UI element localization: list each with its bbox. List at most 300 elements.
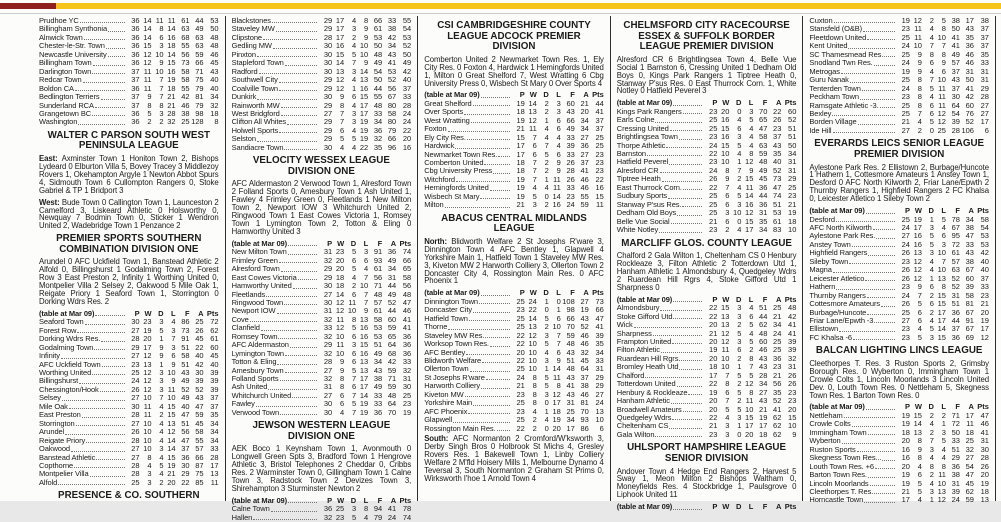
stat-against: 44 (387, 306, 397, 316)
stat-won: 7 (725, 370, 730, 380)
stat-lost: 10 (359, 49, 369, 59)
table-row (39, 344, 219, 352)
results-paragraph: AFC Aldermaston 2 Verwood Town 1, Alresford Town 2 Folland Sports 0, Amesbury Town 1 Ash United 1, Fawley 4 Frimley Green 0, Fleetlands 1 New Milton Town 2, Newport IOW 3 Whitchurch United 2, Ringwood Town 1 East Cowes Victoria 1, Romsey Town 1 Lymington Town 2, Totton & Eling 0 Hamworthy United 3 (231, 179, 412, 236)
stat-drawn: 6 (929, 282, 934, 292)
stat-won: 20 (143, 334, 152, 344)
stat-points: 29 (980, 83, 989, 93)
stat-drawn: 5 (929, 324, 934, 334)
stat-against: 76 (965, 108, 974, 118)
stat-lost: 16 (359, 331, 369, 341)
stat-won: 17 (335, 16, 345, 25)
stat-lost: 13 (167, 418, 176, 428)
stat-against: 30 (195, 368, 204, 378)
league-table (617, 503, 797, 511)
stat-won: 10 (721, 149, 730, 159)
stat-drawn: 4 (929, 453, 934, 463)
leader-dots (672, 342, 702, 344)
leader-dots (867, 313, 895, 315)
stat-played: 25 (901, 307, 910, 317)
stat-for: 86 (181, 317, 190, 327)
stat-drawn: 4 (929, 32, 934, 42)
stat-played: 26 (901, 248, 910, 258)
team-name: Ellistown (809, 324, 839, 334)
stat-for: 33 (566, 149, 575, 159)
stat-played: 18 (516, 107, 525, 117)
stat-played: 22 (709, 413, 718, 423)
team-name: Godalming Town (39, 342, 94, 352)
stat-won: 17 (913, 222, 922, 232)
stat-played: 25 (901, 108, 910, 118)
team-name: Bromley Heath Utd (616, 362, 679, 372)
leader-dots (679, 138, 703, 140)
stat-played: 17 (709, 370, 718, 380)
column-letter-l: L (363, 238, 369, 248)
stat-for: 48 (373, 289, 383, 299)
leader-dots (84, 38, 125, 40)
region-label: North: (424, 236, 452, 246)
stat-lost: 10 (552, 322, 561, 332)
team-name: Hallen (231, 512, 253, 522)
stat-against: 52 (195, 384, 204, 394)
stat-points: 10 (788, 225, 797, 235)
stat-drawn: 2 (929, 427, 934, 437)
table-date-label: (table at Mar 09) (809, 206, 865, 216)
team-name: Alresford CR (616, 165, 659, 175)
stat-points: 41 (402, 323, 412, 333)
leader-dots (74, 466, 124, 468)
stat-lost: 5 (941, 436, 946, 446)
stat-for: 51 (181, 359, 190, 369)
league-heading: EVERARDS LEICS SENIOR LEAGUE PREMIER DIVISION (814, 138, 985, 160)
stat-won: 10 (721, 157, 730, 167)
stat-for: 52 (181, 384, 190, 394)
stat-against: 59 (387, 365, 397, 375)
stat-against: 33 (965, 239, 974, 249)
stat-lost: 8 (364, 16, 369, 25)
stat-against: 38 (965, 222, 974, 232)
stat-played: 28 (131, 435, 140, 445)
stat-won: 15 (721, 123, 730, 133)
column-letter-w: W (529, 90, 537, 100)
stat-drawn: 6 (929, 108, 934, 118)
stat-played: 27 (131, 418, 140, 428)
team-name: Sileby Town (809, 256, 849, 266)
team-name: St Josephs R'ware (424, 372, 485, 382)
stat-drawn: 5 (737, 191, 742, 201)
stat-points: 29 (595, 372, 604, 382)
stat-drawn: 4 (737, 115, 742, 125)
stat-against: 59 (387, 382, 397, 392)
stat-drawn: 2 (929, 16, 934, 25)
stat-against: 67 (965, 324, 974, 334)
stat-drawn: 4 (929, 92, 934, 102)
stat-lost: 11 (167, 384, 176, 394)
stat-played: 32 (323, 374, 333, 384)
stat-played: 27 (131, 351, 140, 361)
leader-dots (279, 81, 317, 83)
team-name: Kings Park Rangers (616, 106, 682, 116)
stat-played: 20 (709, 320, 718, 330)
stat-for: 38 (951, 16, 960, 25)
leader-dots (466, 353, 510, 355)
stat-drawn: 6 (352, 357, 357, 367)
stat-won: 6 (725, 191, 730, 201)
team-name: Guru Nanak (809, 75, 849, 85)
team-name: Over Sports (424, 107, 464, 117)
leader-dots (867, 296, 895, 298)
stat-points: 49 (402, 58, 412, 68)
stat-for: 17 (759, 421, 768, 431)
stat-points: 41 (595, 322, 604, 332)
stat-lost: 9 (556, 158, 561, 168)
stat-played: 22 (516, 339, 525, 349)
stat-drawn: 9 (159, 351, 164, 361)
stat-played: 25 (516, 398, 525, 408)
table-header-row (617, 503, 797, 511)
stat-against: 42 (965, 92, 974, 102)
stat-for: 98 (566, 305, 575, 315)
leader-dots (86, 441, 124, 443)
stat-drawn: 5 (929, 239, 934, 249)
stat-for: 22 (181, 477, 190, 487)
stat-for: 28 (566, 166, 575, 176)
team-name: Tiptree Heath (616, 174, 661, 184)
stat-played: 23 (516, 389, 525, 399)
stat-won: 2 (532, 423, 537, 433)
stat-won: 4 (532, 183, 537, 193)
stat-drawn: 0 (544, 305, 549, 315)
stat-points: 53 (980, 239, 989, 249)
stat-drawn: 3 (737, 132, 742, 142)
leader-dots (280, 379, 318, 381)
stat-for: 43 (951, 75, 960, 85)
leader-dots (484, 163, 509, 165)
stat-drawn: 2 (544, 200, 549, 210)
stat-lost: 17 (359, 382, 369, 392)
stat-for: 43 (373, 365, 383, 375)
stat-played: 29 (323, 272, 333, 282)
stat-drawn: 4 (159, 418, 164, 428)
stat-won: 17 (335, 24, 345, 34)
stat-against: 34 (387, 264, 397, 274)
stat-played: 27 (901, 125, 910, 135)
stat-points: 78 (402, 504, 412, 514)
stat-played: 22 (709, 303, 718, 313)
stat-drawn: 4 (929, 265, 934, 275)
stat-against: 58 (965, 290, 974, 300)
column-letter-a: A (198, 308, 204, 318)
stat-drawn: 4 (159, 469, 164, 479)
stat-won: 20 (335, 255, 345, 265)
stat-won: 10 (143, 418, 152, 428)
team-name: Alnwick Town (39, 32, 83, 42)
stat-points: 16 (595, 183, 604, 193)
stat-won: 13 (143, 359, 152, 369)
stat-points: 24 (402, 108, 412, 118)
stat-won: 8 (532, 381, 537, 391)
stat-against: 49 (387, 289, 397, 299)
results-paragraph: Aylestone Park Res. 2 Ellistown 2, Burbage/Huncote 1 Hathern 1, Cottesmore Amateurs 1 Anstey Town 1, Desford 0 AFC North Kilworth 2, Friar Lane/Epwth 2 Thurnby Rangers 1, Highfield Rangers 2 FC Khalsa 0, Leicester Atletico 1 Sileby Town 2 (809, 162, 989, 204)
stat-against: 35 (773, 149, 782, 159)
leader-dots (469, 319, 510, 321)
stat-lost: 9 (556, 356, 561, 365)
leader-dots (285, 354, 317, 356)
leader-dots (79, 382, 124, 384)
stat-lost: 7 (556, 339, 561, 349)
stat-played: 29 (323, 340, 333, 350)
team-name: Desford (809, 214, 835, 224)
stat-drawn: 2 (159, 410, 164, 420)
stat-against: 39 (965, 282, 974, 292)
stat-played: 22 (709, 379, 718, 389)
team-name: Ruardean Hill Rgrs (616, 353, 679, 363)
stat-played: 20 (901, 436, 910, 446)
team-name: Hamworthy United (231, 281, 292, 291)
stat-won: 14 (913, 419, 922, 429)
stat-won: 13 (335, 66, 345, 76)
table-row (424, 425, 604, 433)
stat-against: 34 (580, 115, 589, 125)
leader-dots (92, 72, 124, 74)
stat-lost: 16 (552, 200, 561, 210)
stat-lost: 2 (941, 410, 946, 420)
leader-dots (285, 371, 318, 373)
team-name: Thorpe Athletic (616, 140, 666, 150)
column-letter-f: F (570, 288, 575, 298)
stat-for: 66 (373, 16, 383, 25)
stat-drawn: 5 (352, 49, 357, 59)
stat-drawn: 2 (929, 470, 934, 480)
column-letter-d: D (928, 206, 934, 216)
stat-lost: 4 (749, 140, 754, 150)
leader-dots (473, 104, 510, 106)
team-name: Blidworth Welfare (424, 356, 482, 365)
stat-lost: 11 (552, 372, 561, 382)
leader-dots (645, 376, 702, 378)
stat-won: 7 (532, 174, 537, 184)
stat-drawn: 7 (352, 374, 357, 384)
stat-points: 50 (210, 24, 219, 34)
team-name: Earls Colne (616, 115, 655, 125)
table-row (232, 409, 412, 417)
stat-won: 8 (532, 372, 537, 382)
stat-won: 7 (725, 396, 730, 406)
team-name: Ringwood Town (231, 297, 284, 307)
leader-dots (261, 329, 317, 331)
team-name: Foxton (424, 124, 447, 134)
stat-points: 9 (792, 429, 797, 439)
stat-against: 91 (965, 315, 974, 325)
leader-dots (870, 484, 895, 486)
stat-drawn: 5 (929, 231, 934, 241)
table-row (39, 420, 219, 428)
stat-points: 33 (595, 356, 604, 365)
stat-won: 7 (532, 132, 537, 142)
team-name: Infinity (39, 351, 60, 361)
stat-for: 58 (181, 75, 190, 85)
stat-drawn: 3 (737, 311, 742, 321)
stat-against: 42 (387, 32, 397, 42)
stat-points: 48 (402, 289, 412, 299)
stat-lost: 16 (167, 66, 176, 76)
stat-points: 20 (980, 470, 989, 480)
stat-for: 55 (373, 92, 383, 102)
leader-dots (481, 96, 510, 98)
team-name: SC Thamesmead Res. (809, 49, 884, 59)
stat-against: 52 (387, 297, 397, 307)
leader-dots (672, 418, 702, 420)
leader-dots (655, 435, 702, 437)
stat-played: 37 (131, 75, 140, 85)
stat-played: 23 (131, 359, 140, 369)
stat-lost: 32 (167, 117, 176, 127)
stat-for: 36 (373, 407, 383, 417)
stat-won: 9 (917, 66, 922, 76)
table-row (809, 102, 989, 110)
stat-won: 4 (147, 461, 152, 471)
stat-points: 22 (402, 125, 412, 135)
leader-dots (78, 123, 124, 125)
stat-drawn: 5 (352, 323, 357, 333)
stat-played: 36 (131, 24, 140, 34)
stat-against: 106 (961, 125, 974, 135)
stat-won: 4 (917, 495, 922, 505)
team-name: Doncaster City (424, 305, 472, 315)
stat-lost: 9 (171, 359, 176, 369)
stat-against: 22 (773, 106, 782, 116)
stat-against: 46 (580, 389, 589, 399)
stat-for: 31 (951, 478, 960, 488)
stat-lost: 8 (941, 461, 946, 471)
stat-drawn: 2 (352, 32, 357, 42)
stat-against: 62 (773, 429, 782, 439)
column-letter-a: A (583, 288, 589, 298)
leader-dots (292, 396, 317, 398)
column-letter-f: F (185, 308, 190, 318)
leader-dots (844, 416, 895, 418)
stat-lost: 10 (359, 41, 369, 51)
team-name: FC Khalsa -6 (809, 332, 852, 342)
stat-drawn: 4 (544, 132, 549, 142)
stat-points: 13 (595, 406, 604, 416)
stat-drawn: 5 (544, 372, 549, 382)
leader-dots (481, 294, 510, 296)
leader-dots (276, 30, 318, 32)
stat-played: 19 (516, 98, 525, 108)
leader-dots (836, 288, 895, 290)
stat-lost: 8 (749, 149, 754, 159)
leader-dots (868, 433, 895, 435)
column-letter-f: F (955, 206, 960, 216)
column-letter-d: D (158, 308, 164, 318)
column-letter-p: P (134, 308, 140, 318)
stat-played: 30 (323, 92, 333, 102)
stat-for: 28 (759, 370, 768, 380)
stat-against: 93 (580, 415, 589, 425)
stat-played: 19 (901, 478, 910, 488)
stat-against: 41 (387, 504, 397, 514)
table-row (232, 127, 412, 135)
stat-drawn: 3 (929, 222, 934, 232)
column-letter-f: F (377, 495, 383, 505)
stat-played: 36 (131, 16, 140, 25)
leader-dots (101, 340, 124, 342)
stat-for: 48 (566, 339, 575, 349)
stat-drawn: 4 (352, 142, 357, 152)
stat-for: 18 (759, 429, 768, 439)
stat-for: 33 (951, 436, 960, 446)
leader-dots (669, 427, 702, 429)
stat-won: 7 (532, 166, 537, 176)
stat-won: 14 (335, 289, 345, 299)
stat-played: 36 (131, 83, 140, 93)
leader-dots (876, 237, 895, 239)
stat-played: 30 (323, 281, 333, 291)
stat-against: 75 (195, 469, 204, 479)
stat-for: 58 (181, 66, 190, 76)
stat-won: 3 (725, 421, 730, 431)
stat-played: 25 (131, 477, 140, 487)
leader-dots (833, 271, 895, 273)
stat-drawn: 1 (159, 359, 164, 369)
stat-drawn: 3 (159, 108, 164, 118)
stat-won: 12 (143, 351, 152, 361)
stat-drawn: 4 (737, 225, 742, 235)
leader-dots (293, 287, 318, 289)
team-name: Immingham Town (809, 427, 867, 437)
stat-played: 20 (709, 396, 718, 406)
stat-played: 19 (901, 419, 910, 429)
stat-for: 59 (566, 330, 575, 340)
stat-drawn: 9 (159, 58, 164, 68)
stat-against: 41 (387, 58, 397, 68)
stat-lost: 17 (552, 398, 561, 408)
stat-points: 8 (214, 117, 219, 127)
stat-won: 8 (917, 100, 922, 110)
stat-won: 12 (913, 256, 922, 266)
stat-drawn: 3 (544, 330, 549, 340)
stat-against: 58 (195, 427, 204, 437)
stat-against: 67 (387, 92, 397, 102)
column-letter-f: F (377, 238, 383, 248)
team-name: Hardwick (424, 141, 455, 151)
stat-lost: 4 (171, 317, 176, 327)
stat-lost: 10 (937, 75, 946, 85)
stat-against: 34 (773, 320, 782, 330)
leader-dots (867, 38, 895, 40)
leader-dots (65, 433, 124, 435)
stat-points: 34 (210, 427, 219, 437)
stat-drawn: 7 (159, 83, 164, 93)
stat-lost: 4 (749, 123, 754, 133)
stat-points: 52 (402, 41, 412, 51)
stat-played: 21 (901, 117, 910, 127)
stat-for: 52 (951, 282, 960, 292)
stat-won: 11 (143, 410, 152, 420)
leader-dots (852, 425, 895, 427)
stat-points: 32 (788, 353, 797, 363)
stat-drawn: 10 (155, 66, 164, 76)
team-name: Pinxton (231, 49, 256, 59)
stat-drawn: 4 (352, 125, 357, 135)
stat-drawn: 3 (159, 41, 164, 51)
table-row (232, 42, 412, 50)
stat-lost: 15 (937, 290, 946, 300)
stat-lost: 11 (745, 182, 754, 192)
stat-for: 30 (951, 92, 960, 102)
leader-dots (673, 300, 702, 302)
stat-drawn: 6 (352, 382, 357, 392)
